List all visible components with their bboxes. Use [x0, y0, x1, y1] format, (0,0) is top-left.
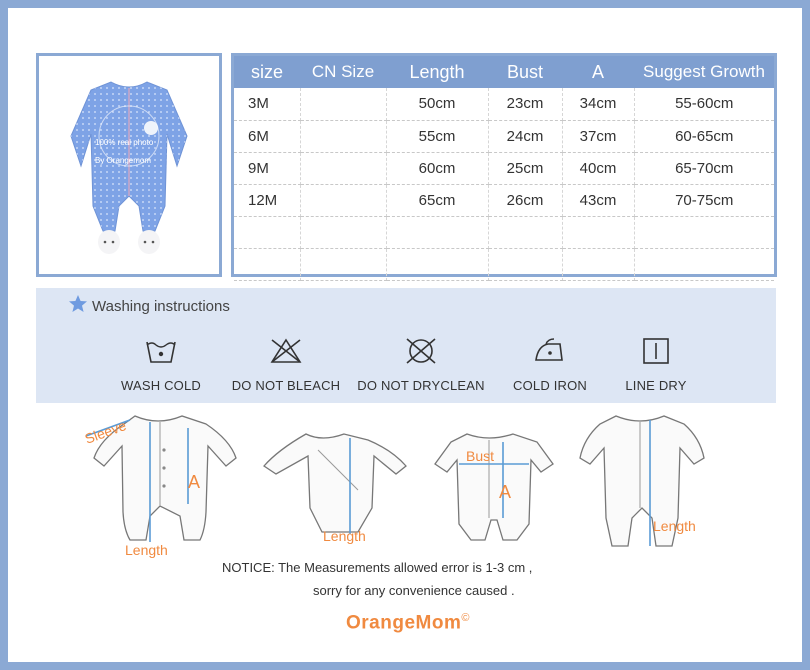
table-cell: 9M	[234, 152, 300, 184]
washing-instructions-panel	[36, 288, 776, 403]
size-chart-table	[231, 53, 777, 277]
table-row	[234, 120, 774, 152]
table-cell	[488, 216, 562, 248]
long-romper-diagram	[566, 408, 716, 558]
table-cell: 40cm	[562, 152, 634, 184]
table-cell: 23cm	[488, 88, 562, 120]
table-cell	[634, 216, 774, 248]
care-label: WASH COLD	[120, 378, 202, 393]
baby-romper-photo	[39, 56, 219, 274]
washing-instructions-title: Washing instructions	[92, 298, 230, 315]
copyright-mark: ©	[461, 612, 470, 624]
table-cell	[234, 216, 300, 248]
table-cell: 43cm	[562, 184, 634, 216]
table-cell	[300, 216, 386, 248]
label-length-1: Length	[125, 542, 168, 558]
header-size: size	[234, 56, 300, 88]
cold-iron-icon	[532, 336, 568, 366]
care-item-do-not-bleach	[221, 336, 351, 393]
brand-name: OrangeMom	[346, 612, 462, 634]
table-cell	[300, 248, 386, 280]
table-row	[234, 184, 774, 216]
table-header-row	[234, 56, 774, 88]
table-cell	[386, 216, 488, 248]
short-sleeve-romper-diagram	[425, 420, 565, 550]
care-item-line-dry	[591, 336, 721, 393]
table-cell	[386, 248, 488, 280]
label-length-3: Length	[653, 518, 696, 534]
table-row	[234, 248, 774, 280]
table-cell: 34cm	[562, 88, 634, 120]
table-cell	[234, 248, 300, 280]
table-cell: 12M	[234, 184, 300, 216]
table-cell	[634, 248, 774, 280]
notice-line-1: NOTICE: The Measurements allowed error is 1-3 cm ,	[222, 560, 533, 575]
table-row	[234, 216, 774, 248]
table-cell: 65-70cm	[634, 152, 774, 184]
line-dry-icon	[641, 336, 671, 366]
table-cell	[300, 88, 386, 120]
table-cell	[300, 184, 386, 216]
table-cell: 50cm	[386, 88, 488, 120]
table-row	[234, 88, 774, 120]
brand-logo	[346, 612, 470, 634]
table-cell	[300, 120, 386, 152]
do-not-dryclean-icon	[403, 336, 439, 366]
label-sleeve: Sleeve	[82, 417, 129, 447]
table-cell	[562, 216, 634, 248]
label-length-2: Length	[323, 528, 366, 544]
table-cell: 25cm	[488, 152, 562, 184]
header-length: Length	[386, 56, 488, 88]
table-cell: 26cm	[488, 184, 562, 216]
table-cell: 24cm	[488, 120, 562, 152]
table-cell: 60-65cm	[634, 120, 774, 152]
header-a: A	[562, 56, 634, 88]
care-label: COLD IRON	[512, 378, 588, 393]
care-label: DO NOT BLEACH	[231, 378, 341, 393]
table-cell: 55cm	[386, 120, 488, 152]
table-cell: 60cm	[386, 152, 488, 184]
notice-line-2: sorry for any convenience caused .	[313, 583, 515, 598]
table-cell	[562, 248, 634, 280]
table-cell: 3M	[234, 88, 300, 120]
table-cell: 70-75cm	[634, 184, 774, 216]
product-photo	[36, 53, 222, 277]
watermark-text-2: By Orangemom	[95, 156, 152, 165]
label-a-2: A	[499, 482, 512, 502]
table-cell	[488, 248, 562, 280]
do-not-bleach-icon	[268, 336, 304, 366]
table-cell	[300, 152, 386, 184]
care-label: LINE DRY	[625, 378, 687, 393]
header-cn-size: CN Size	[300, 56, 386, 88]
watermark-text-1: 100% real photo	[95, 138, 154, 147]
header-bust: Bust	[488, 56, 562, 88]
label-bust: Bust	[466, 448, 495, 464]
table-cell: 37cm	[562, 120, 634, 152]
care-item-wash-cold	[96, 336, 226, 393]
care-label: DO NOT DRYCLEAN	[357, 378, 485, 393]
table-cell: 65cm	[386, 184, 488, 216]
label-a-1: A	[188, 472, 201, 492]
table-cell: 55-60cm	[634, 88, 774, 120]
care-item-do-not-dryclean	[356, 336, 486, 393]
star-icon	[68, 294, 88, 314]
table-cell: 6M	[234, 120, 300, 152]
wash-cold-icon	[144, 336, 178, 366]
header-suggest-growth: Suggest Growth	[634, 56, 774, 88]
table-row	[234, 152, 774, 184]
